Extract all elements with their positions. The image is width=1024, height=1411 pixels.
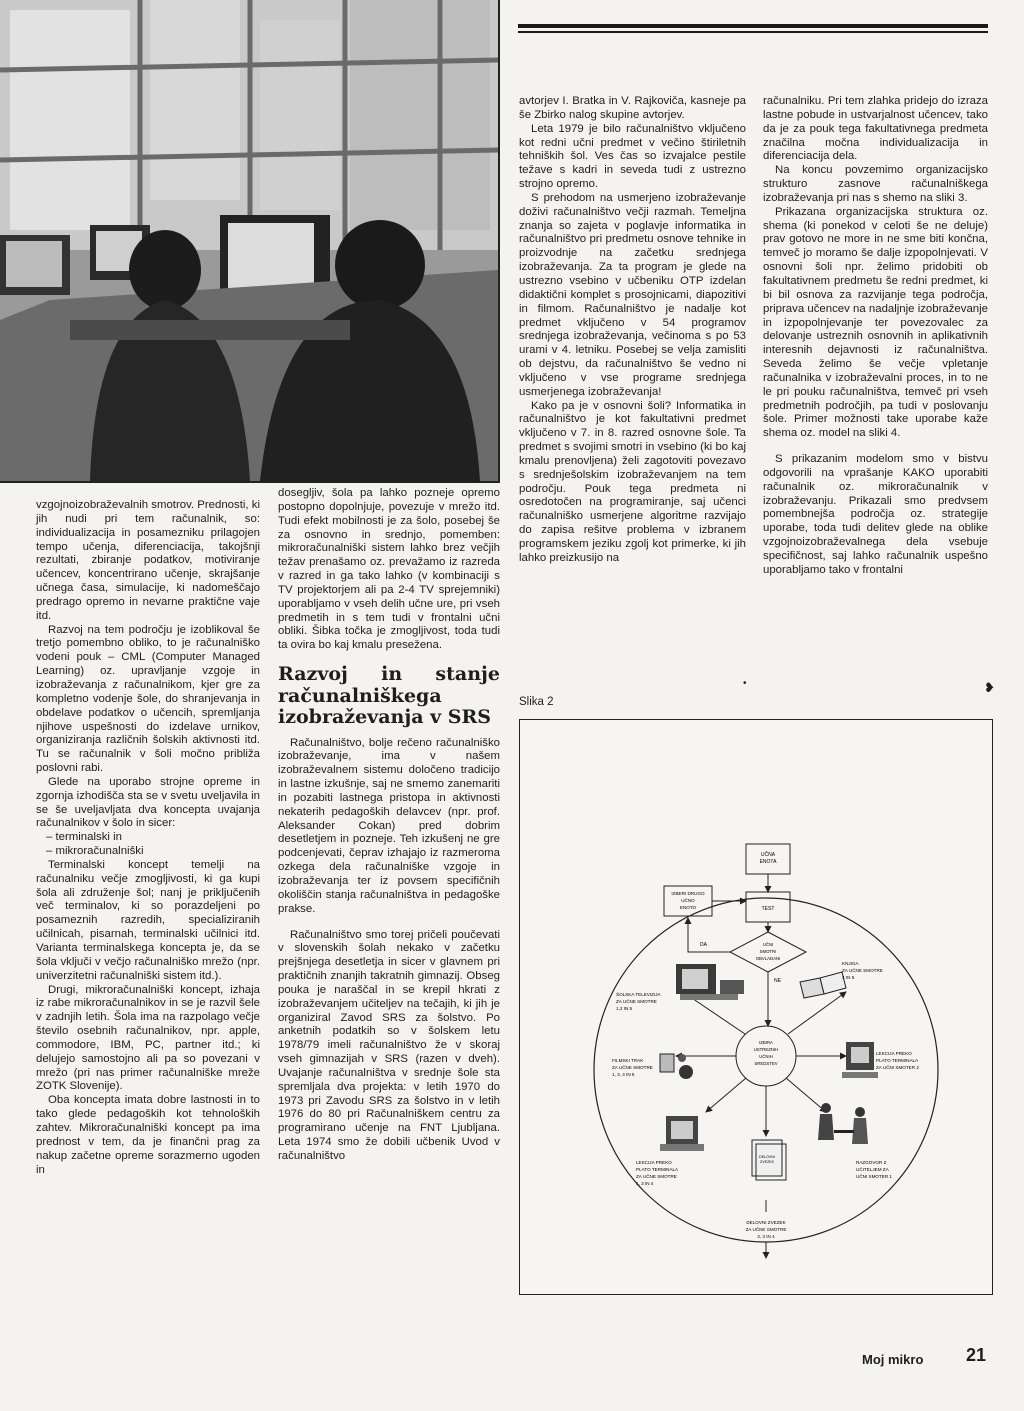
paragraph: Računalništvo, bolje rečeno računalniško izobraževanje, ima v našem izobraževalnem sistemu določeno tradicijo in lastne izkušnje, saj ne smemo zanemariti in pozabiti lastnega pristopa in aktivnosti nekaterih pedagoških delavcev (npr. prof. Aleksander Cokan) pred dobrim desetletjem in pozneje. Teh izkušenj ne gre podcenjevati, čeprav izhajajo iz razmeroma ozkega dela računalniške vzgoje in izobraževanja ter iz povsem specifičnih okoliščin stanja računalništva in pedagoške prakse. <box>278 736 500 915</box>
decision-text: UČNI <box>762 942 774 947</box>
book-label-text: DELOVNI <box>759 1155 775 1159</box>
article-column-4 <box>763 95 988 578</box>
list-item: – terminalski in <box>46 831 260 845</box>
razgovor-text: UČNI SMOTER 1 <box>856 1174 892 1179</box>
paragraph: Prikazana organizacijska struktura oz. shema (ki ponekod v celoti še ne deluje) prav gotovo ne more in ne sme biti končna, temveč jo moramo še dalje izpopolnjevati. V osnovni šoli npr. želimo pridobiti ob fakultativnem predmetu še redni predmet, ki bi bil osnova za razvijanje tega področja, priprava učencev na nadaljnje izobraževanje in izpopolnjevanje ter povezovalec za delovanje ustreznih osnovnih in aplikativnih interesnih dejavnosti iz računalništva. Seveda želimo še večje vpletanje računalnika v izobraževalni proces, in to ne le pri pouku računalništva, temveč pri vseh predmetnih področjih, pa tudi v poslovanju šole. Primer možnosti take uporabe kaže shema oz. model na sliki 4. <box>763 205 988 440</box>
solska-tv-text: 1,2 IN 5 <box>616 1006 633 1011</box>
magazine-name: Moj mikro <box>862 1352 924 1367</box>
lekcija-plato1-text: PLATO TERMINALA <box>636 1167 679 1172</box>
figure-diagram <box>519 719 993 1295</box>
delovni-zvezek-text: ZA UČNE SMOTRE <box>745 1227 787 1232</box>
izberi-drugo-text: UČNO <box>681 898 695 903</box>
paragraph: Leta 1979 je bilo računalništvo vključeno kot redni učni predmet v večino štiriletnih tehniških šol. Ves čas so izvajalce pestile težave s kadri in seveda tudi z ustrezno strojno opremo. <box>519 122 746 191</box>
test-text: TEST <box>761 906 775 912</box>
delovni-zvezek-text: 2, 3 IN 4 <box>757 1234 775 1239</box>
ne-label: NE <box>774 978 781 984</box>
paragraph: Računalništvo smo torej pričeli poučevati v slovenskih šolah nekako v začetku prejšnjega desetletja in sicer v glavnem pri praktičnih znanjih takratnih gimnazij. Obseg pouka je naraščal in se krepil hkrati z izobraževanjem učiteljev na tečajih, ki jih je organiziral Zavod SRS za šolstvo. Po anketnih podatkih so v šolskem letu 1978/79 imeli računalništvo že v skoraj vseh gimnazijah v SRS (razen v dveh). Uvajanje računalništva v srednje šole sta spremljala dva projekta: v letih 1970 do 1973 pri Zavodu SRS za šolstvo in v letih 1976 do 80 pri Računalniškem centru za programirano učenje na FNT Ljubljana. Leta 1974 smo že dobili učbenik Uvod v računalništvo <box>278 928 500 1162</box>
lekcija-plato2-text: LEKCIJA PREKO <box>876 1051 912 1056</box>
solska-tv-text: ŠOLSKA TELEVIZIJA <box>616 992 661 997</box>
lekcija-plato2-text: ZA UČNI SMOTER 2 <box>876 1065 919 1070</box>
book-icon <box>800 972 846 998</box>
computer-terminal-icon <box>660 1116 704 1151</box>
page-number: 21 <box>966 1345 987 1365</box>
knjiga-text: KNJIGA <box>842 961 859 966</box>
izberi-drugo-text: IZBERI DRUGO <box>671 891 705 896</box>
header-rule-thin <box>518 31 988 33</box>
continue-arrow-icon: ❥ <box>984 680 995 695</box>
solska-tv-text: ZA UČNE SMOTRE <box>616 999 657 1004</box>
paragraph: dosegljiv, šola pa lahko pozneje opremo postopno dopolnjuje, povezuje v mrežo itd. Tudi efekt mobilnosti je za šolo, posebej še za osnovno in srednjo, pomemben: mikroračunalniški sistem lahko brez večjih težav prenašamo oz. prevažamo iz razreda v razred in ga tako lahko (v kombinaciji s TV projektorjem ali pa 2-4 TV sprejemniki) uporabljamo v vseh delih učne ure, pri vseh predmetih in s tem tudi v frontalni učni obliki. Šibka točka je zmogljivost, toda tudi ta ovira bo kaj kmalu presežena. <box>278 487 500 652</box>
article-column-3 <box>519 95 746 566</box>
school-tv-icon <box>676 964 744 1000</box>
book-label-text: ZVEZEK <box>760 1160 774 1164</box>
hub-text: SREDSTEV <box>754 1061 778 1066</box>
decision-text: OBVLADANI <box>755 956 781 961</box>
section-heading: Razvoj in stanje računalniškega izobraževanja v SRS <box>278 663 500 729</box>
knjiga-text: 4 IN 5 <box>842 975 855 980</box>
paragraph: Na koncu povzemimo organizacijsko strukturo zasnove računalniškega izobraževanja pri nas s shemo na sliki 3. <box>763 164 988 204</box>
lekcija-plato1-text: LEKCIJA PREKO <box>636 1160 672 1165</box>
bullet-mark: • <box>743 678 747 689</box>
decision-text: SMOTRI <box>759 949 777 954</box>
paragraph: računalniku. Pri tem zlahka pridejo do izraza lastne pobude in ustvarjalnost učencev, tako da je za pouk tega fakultativnega predmeta značilna močna individualizacija in diferenciacija dela. <box>763 95 988 163</box>
ucna-enota-text: ENOTA <box>759 859 777 865</box>
filmski-trak-text: FILMSKI TRAK <box>612 1058 644 1063</box>
paragraph: Razvoj na tem področju je izoblikoval še tretjo pomembno obliko, to je računalniško vodeni pouk – CML (Computer Managed Learning) oz. upravljanje vzgoje in izobraževanja z računalnikom, kjer gre za kompletno vodenje šole, do shranjevanja in obdelave podatkov o učencih, spremljanja njihove uspešnosti do izdelave urnikov, organiziranja različnih šolskih aktivnosti itd. Tu se računalnik v šoli močno približa poslovni rabi. <box>36 623 260 775</box>
figure-caption: Slika 2 <box>519 696 554 708</box>
article-column-1 <box>36 499 260 1177</box>
knjiga-text: ZA UČNE SMOTRE <box>842 968 883 973</box>
paragraph: Terminalski koncept temelji na računalniku večje zmogljivosti, ki ga kupi šola ali združenje šol; nanj je priključenih več terminalov, ki so porazdeljeni po posameznih razredih, specializiranih učilnicah, pisarnah, terminalski učilnici itd. Varianta terminalskega koncepta je, da se šola vključi v večjo računalniško mrežo (npr. univerzitetni računalniški sistem itd.). <box>36 858 260 982</box>
izberi-drugo-text: ENOTO <box>679 905 697 910</box>
flow-diagram <box>520 720 992 1294</box>
razgovor-text: RAZGOVOR Z <box>856 1160 887 1165</box>
classroom-computers-photo <box>0 0 500 483</box>
lekcija-plato1-text: ZA UČNE SMOTRE <box>636 1174 677 1179</box>
hub-text: IZBIRA <box>759 1040 773 1045</box>
hub-text: USTREZNIH <box>753 1047 779 1052</box>
paragraph: vzgojnoizobraževalnih smotrov. Prednosti, ki jih nudi pri tem računalnik, so: individualizacija in posamezniku prilagojen tempo učenja, diferenciacija, takojšnji rezultati, zbiranje podatkov, motiviranje učencev, koncentrirano učenje, skrajšanje učnega časa, simulacije, ki nadomeščajo predrago opremo in nevarne praktične vaje itd. <box>36 499 260 622</box>
header-rule <box>518 24 988 28</box>
paragraph: S prehodom na usmerjeno izobraževanje doživi računalništvo večji razmah. Temeljna znanja so zajeta v poglavje informatika in računalništvo pri predmetu osnove tehnike in proizvodnje na začetku srednjega izobraževanja. Za ta program je glede na ustrezno vsebino v učbeniku OTP izdelan didaktični komplet s prosojnicami, diapozitivi in filmom. Računalništvo je nadalje kot predmet vključeno v 54 programov srednjega izobraževanja, večinoma s po 53 urami v 4. letniku. Posebej se velja zamisliti ob dejstvu, da računalništvo še vedno ni vključeno v vse programe srednjega usmerjenega izobraževanja! <box>519 191 746 398</box>
list-item: – mikroračunalniški <box>46 845 260 859</box>
paragraph: Drugi, mikroračunalniški koncept, izhaja iz rabe mikroračunalnikov in se je razvil šele v zadnjih letih. Šola ima na razpolago večje število osebnih računalnikov, npr. apple, commodore, IBM, PC, partner itd.; ki delujejo samostojno ali pa so povezani v mrežo (pri nas primer računalniške mreže ZOTK Slovenije). <box>36 983 260 1093</box>
delovni-zvezek-text: DELOVNI ZVEZEK <box>746 1220 786 1225</box>
razgovor-text: UČITELJEM ZA <box>856 1167 889 1172</box>
paragraph: Kako pa je v osnovni šoli? Informatika in računalništvo je kot fakultativni predmet vključeno v 7. in 8. razred osnovne šole. Ta predmet s svojimi smotri in vsebino (ki bo kaj kmalu prenovljena) želi zagotoviti povezavo s srednješolskim izobraževanjem na tem področju. Pouk tega predmeta ni osredotočen na programiranje, saj učenci računalniško usmerjene algoritme razvijajo do zapisa rešitve problema v izbranem programskem jeziku zgolj kot primerke, ki jih lahko preizkusijo na <box>519 399 746 564</box>
lekcija-plato1-text: 1, 3 IN 4 <box>636 1181 654 1186</box>
lekcija-plato2-text: PLATO TERMINALA <box>876 1058 919 1063</box>
paragraph: avtorjev I. Bratka in V. Rajkoviča, kasneje pa še Zbirko nalog skupine avtorjev. <box>519 95 746 121</box>
da-label: DA <box>700 942 707 948</box>
concept-list <box>36 831 260 859</box>
article-column-2 <box>278 487 500 1164</box>
filmski-trak-text: ZA UČNE SMOTRE <box>612 1065 653 1070</box>
paragraph: S prikazanim modelom smo v bistvu odgovorili na vprašanje KAKO uporabiti računalnik oz. mikroračunalnik v izobraževanju. Prikazali smo predvsem pomembnejša področja oz. strategije uporabe, toda tudi delitev glede na oblike vzgojnoizobraževalnega dela vsebuje specifičnost, saj lahko računalnik uspešno uporabljamo tako v frontalni <box>763 453 988 576</box>
plato-terminal-icon <box>842 1042 878 1078</box>
teacher-student-icon <box>818 1103 868 1144</box>
paragraph: Oba koncepta imata dobre lastnosti in to tako glede pedagoških kot tehnoloških zahtev. Mikroračunalniški koncept pa ima prednost v tem, da je finančni prag za nakup začetne opreme sorazmerno ugoden in <box>36 1094 260 1176</box>
hub-text: UČNIH <box>759 1054 773 1059</box>
ucna-enota-text: UČNA <box>760 852 776 858</box>
filmski-trak-text: 1, 3, 4 IN 5 <box>612 1072 635 1077</box>
paragraph: Glede na uporabo strojne opreme in zgornja izhodišča sta se v svetu uveljavila in se še uveljavljata dva koncepta uvajanja računalnikov v šolo in sicer: <box>36 775 260 830</box>
film-strip-icon <box>660 1054 693 1079</box>
photo-illustration <box>0 0 498 481</box>
